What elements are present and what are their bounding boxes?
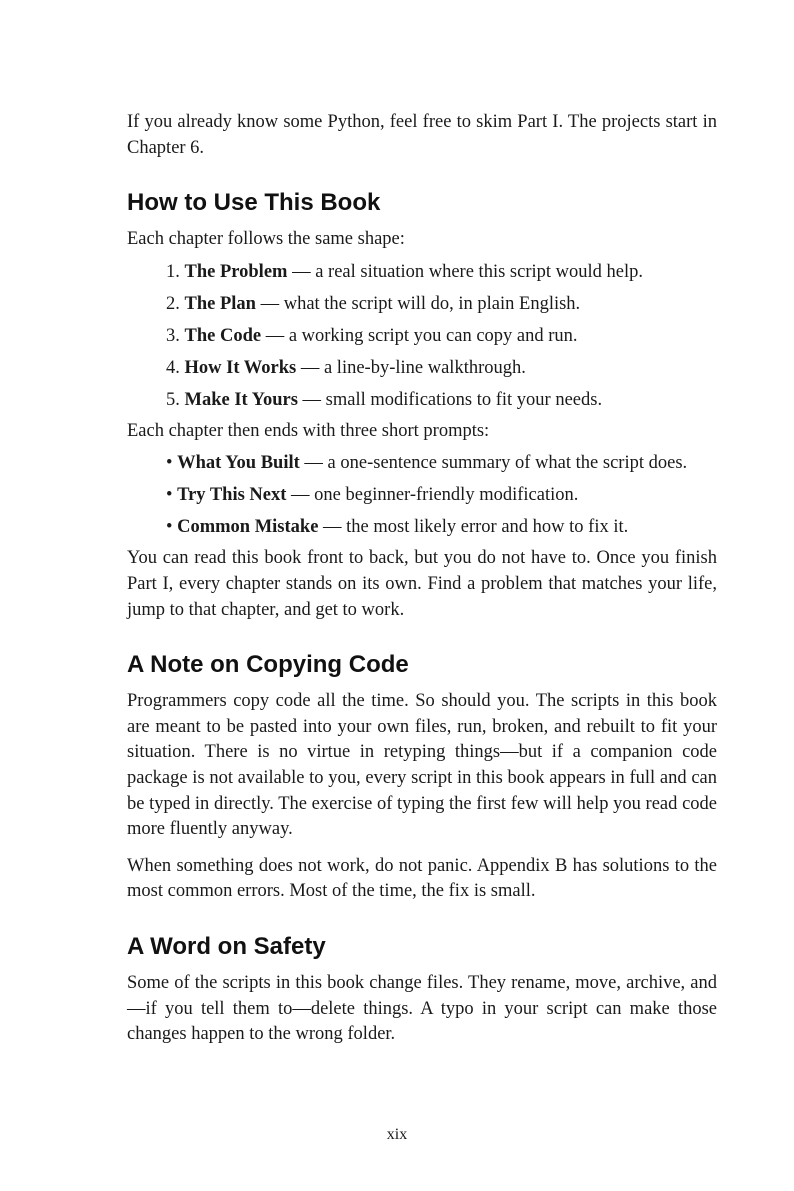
heading-safety: A Word on Safety bbox=[127, 932, 326, 960]
step-number: 4. bbox=[166, 357, 180, 378]
how-to-use-lead: Each chapter follows the same shape: bbox=[127, 229, 405, 250]
heading-copying-code: A Note on Copying Code bbox=[127, 651, 409, 679]
step-term: The Problem bbox=[184, 261, 288, 282]
copying-paragraph-2: When something does not work, do not panic. Appendix B has solutions to the most common errors. Most of the time, the fix is small. bbox=[127, 855, 717, 902]
chapter-steps-list bbox=[127, 260, 717, 414]
intro-paragraph: If you already know some Python, feel free to skim Part I. The projects start in Chapter 6. bbox=[127, 112, 717, 158]
list-item bbox=[166, 483, 717, 509]
list-item bbox=[166, 292, 717, 318]
step-number: 3. bbox=[166, 325, 180, 346]
safety-paragraph-1: Some of the scripts in this book change files. They rename, move, archive, and—if you tell them to—delete things. A typo in your script can make those changes happen to the wrong folder. bbox=[127, 972, 717, 1045]
list-item bbox=[166, 451, 717, 477]
bullet-icon: • bbox=[166, 485, 173, 506]
step-number: 1. bbox=[166, 261, 180, 282]
step-desc: — small modifications to fit your needs. bbox=[297, 389, 603, 410]
chapter-prompts-list bbox=[127, 451, 717, 541]
page-number: xix bbox=[386, 1126, 408, 1143]
bullet-icon: • bbox=[166, 453, 173, 474]
prompt-term: Try This Next bbox=[177, 485, 287, 506]
prompt-desc: — one beginner-friendly modification. bbox=[286, 485, 579, 506]
prompt-term: Common Mistake bbox=[177, 517, 319, 538]
list-item bbox=[166, 324, 717, 350]
prompt-desc: — the most likely error and how to fix it. bbox=[318, 517, 629, 538]
how-to-use-closing: You can read this book front to back, but you do not have to. Once you finish Part I, every chapter stands on its own. Find a problem that matches your life, jump to that chapter, and get to work. bbox=[127, 548, 717, 620]
bullet-icon: • bbox=[166, 517, 173, 538]
step-desc: — a line-by-line walkthrough. bbox=[296, 357, 526, 378]
step-desc: — a real situation where this script would help. bbox=[287, 261, 643, 282]
list-item bbox=[166, 515, 717, 541]
step-term: The Code bbox=[184, 325, 262, 346]
list-item bbox=[166, 388, 717, 414]
step-term: The Plan bbox=[184, 293, 256, 314]
heading-how-to-use: How to Use This Book bbox=[127, 189, 381, 217]
copying-paragraph-1: Programmers copy code all the time. So should you. The scripts in this book are meant to be pasted into your own files, run, broken, and rebuilt to fit your situation. There is no virtue in retyping things—but if a companion code package is not available to you, every script in this book appears in full and can be typed in directly. The exercise of typing the first few will help you read code more fluently anyway. bbox=[127, 691, 717, 840]
prompt-term: What You Built bbox=[177, 453, 300, 474]
step-term: Make It Yours bbox=[184, 389, 298, 410]
step-number: 2. bbox=[166, 293, 180, 314]
prompts-lead: Each chapter then ends with three short prompts: bbox=[127, 420, 490, 441]
step-term: How It Works bbox=[184, 357, 297, 378]
step-desc: — a working script you can copy and run. bbox=[261, 325, 578, 346]
prompt-desc: — a one-sentence summary of what the script does. bbox=[299, 453, 688, 474]
list-item bbox=[166, 356, 717, 382]
list-item bbox=[166, 260, 717, 286]
step-desc: — what the script will do, in plain English. bbox=[255, 293, 581, 314]
step-number: 5. bbox=[166, 389, 180, 410]
book-page bbox=[127, 110, 717, 1048]
